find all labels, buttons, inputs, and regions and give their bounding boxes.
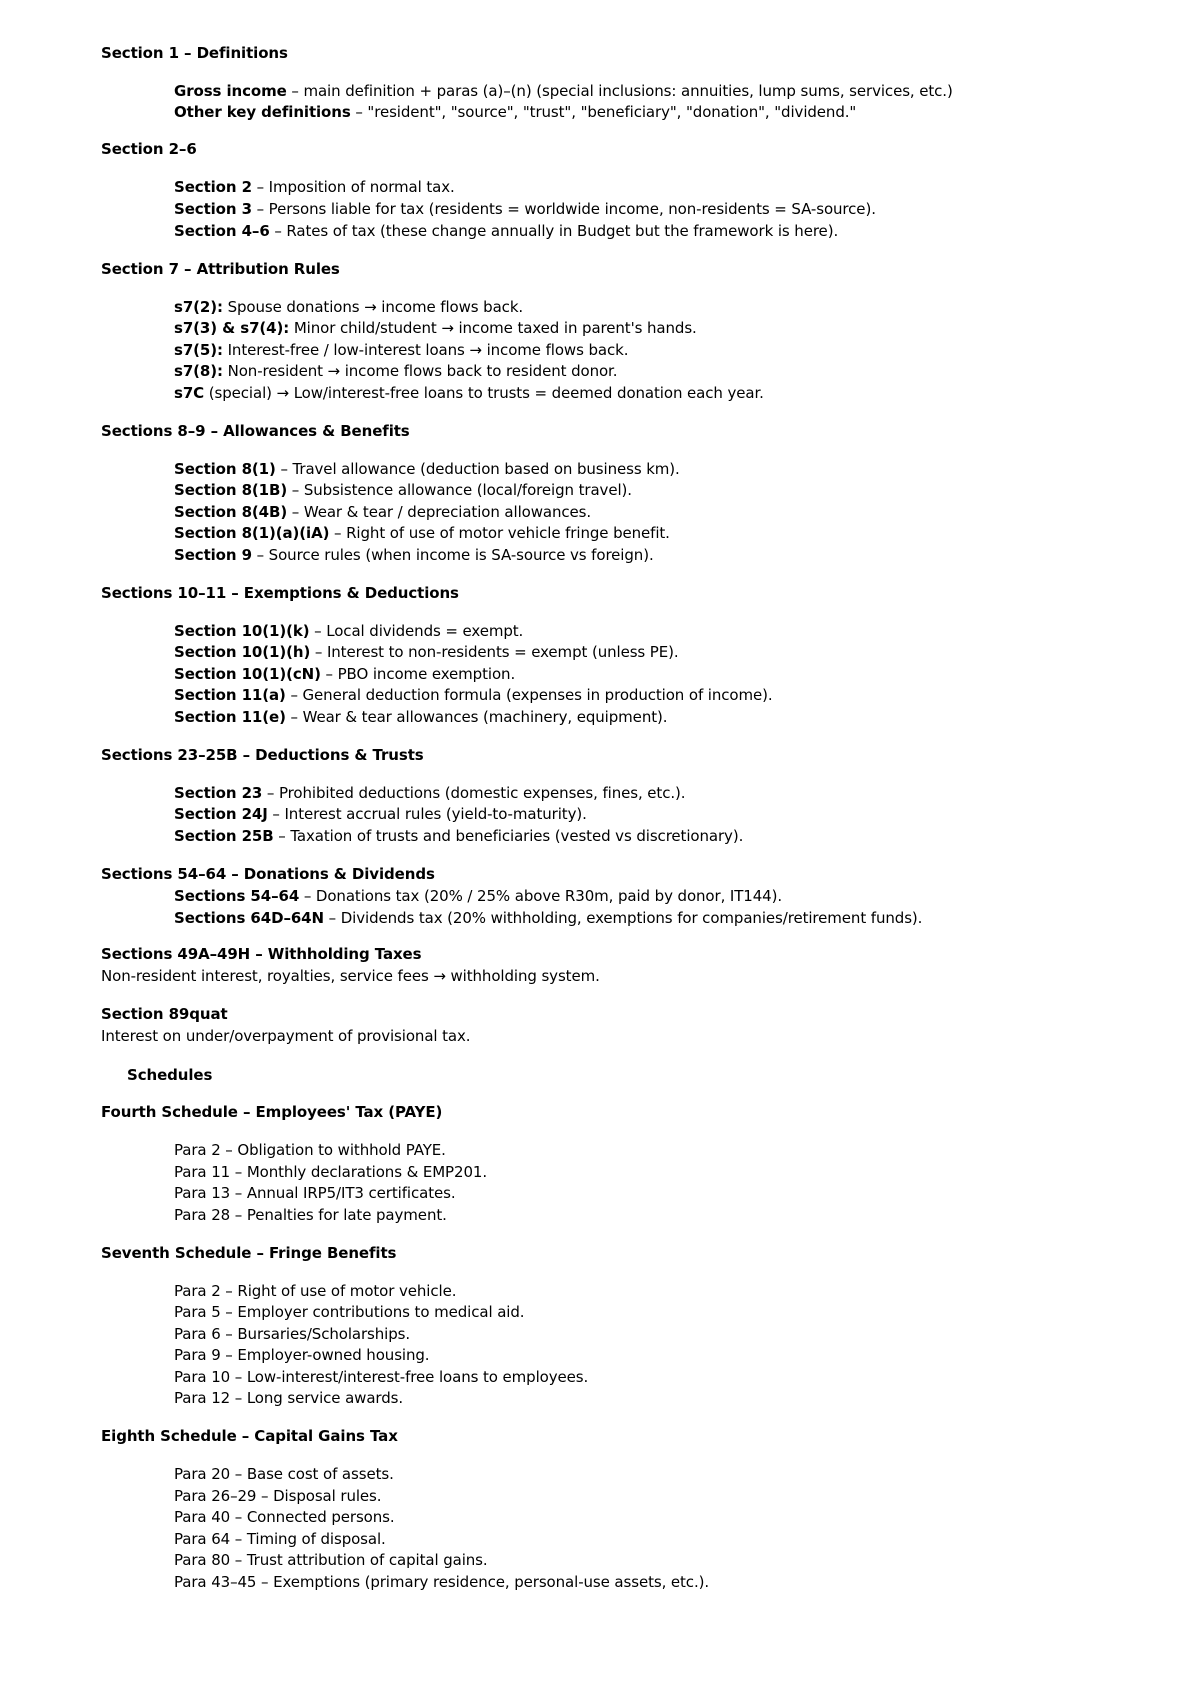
attribution-item: s7(5): Interest-free / low-interest loans → income flows back. [174, 341, 629, 359]
eighth-schedule-item: Para 80 – Trust attribution of capital gains. [174, 1551, 488, 1569]
eighth-schedule-heading: Eighth Schedule – Capital Gains Tax [101, 1427, 398, 1445]
section-item: Section 3 – Persons liable for tax (residents = worldwide income, non-residents = SA-source). [174, 200, 876, 218]
sections-8-9-heading: Sections 8–9 – Allowances & Benefits [101, 422, 410, 440]
section-item: Section 4–6 – Rates of tax (these change annually in Budget but the framework is here). [174, 222, 839, 240]
seventh-schedule-item: Para 9 – Employer-owned housing. [174, 1346, 430, 1364]
fourth-schedule-item: Para 28 – Penalties for late payment. [174, 1206, 447, 1224]
eighth-schedule-item: Para 26–29 – Disposal rules. [174, 1487, 382, 1505]
eighth-schedule-item: Para 64 – Timing of disposal. [174, 1530, 386, 1548]
seventh-schedule-item: Para 2 – Right of use of motor vehicle. [174, 1282, 457, 1300]
sections-49a-49h-heading: Sections 49A–49H – Withholding Taxes [101, 945, 422, 963]
fourth-schedule-item: Para 11 – Monthly declarations & EMP201. [174, 1163, 487, 1181]
section-89quat-heading: Section 89quat [101, 1005, 228, 1023]
allowance-item: Section 8(1B) – Subsistence allowance (local/foreign travel). [174, 481, 632, 499]
donations-item: Sections 54–64 – Donations tax (20% / 25% above R30m, paid by donor, IT144). [174, 887, 783, 905]
sections-54-64-heading: Sections 54–64 – Donations & Dividends [101, 865, 435, 883]
exemption-item: Section 10(1)(cN) – PBO income exemption. [174, 665, 516, 683]
section-1-heading: Section 1 – Definitions [101, 44, 288, 62]
attribution-item: s7(8): Non-resident → income flows back to resident donor. [174, 362, 618, 380]
seventh-schedule-item: Para 10 – Low-interest/interest-free loans to employees. [174, 1368, 589, 1386]
exemption-item: Section 11(e) – Wear & tear allowances (machinery, equipment). [174, 708, 668, 726]
exemption-item: Section 10(1)(h) – Interest to non-residents = exempt (unless PE). [174, 643, 679, 661]
allowance-item: Section 9 – Source rules (when income is SA-source vs foreign). [174, 546, 654, 564]
definition-item: Other key definitions – "resident", "source", "trust", "beneficiary", "donation", "dividend." [174, 103, 857, 121]
section-item: Section 2 – Imposition of normal tax. [174, 178, 455, 196]
section-2-6-heading: Section 2–6 [101, 140, 197, 158]
allowance-item: Section 8(4B) – Wear & tear / depreciation allowances. [174, 503, 592, 521]
eighth-schedule-item: Para 40 – Connected persons. [174, 1508, 395, 1526]
provisional-tax-text: Interest on under/overpayment of provisional tax. [101, 1027, 471, 1045]
exemption-item: Section 11(a) – General deduction formula (expenses in production of income). [174, 686, 773, 704]
fourth-schedule-heading: Fourth Schedule – Employees' Tax (PAYE) [101, 1103, 443, 1121]
eighth-schedule-item: Para 43–45 – Exemptions (primary residence, personal-use assets, etc.). [174, 1573, 710, 1591]
seventh-schedule-item: Para 12 – Long service awards. [174, 1389, 404, 1407]
fourth-schedule-item: Para 2 – Obligation to withhold PAYE. [174, 1141, 446, 1159]
seventh-schedule-item: Para 6 – Bursaries/Scholarships. [174, 1325, 411, 1343]
attribution-item: s7C (special) → Low/interest-free loans to trusts = deemed donation each year. [174, 384, 764, 402]
sections-23-25b-heading: Sections 23–25B – Deductions & Trusts [101, 746, 424, 764]
eighth-schedule-item: Para 20 – Base cost of assets. [174, 1465, 394, 1483]
attribution-item: s7(3) & s7(4): Minor child/student → income taxed in parent's hands. [174, 319, 697, 337]
section-7-heading: Section 7 – Attribution Rules [101, 260, 340, 278]
deduction-item: Section 24J – Interest accrual rules (yield-to-maturity). [174, 805, 587, 823]
allowance-item: Section 8(1) – Travel allowance (deduction based on business km). [174, 460, 680, 478]
exemption-item: Section 10(1)(k) – Local dividends = exempt. [174, 622, 524, 640]
deduction-item: Section 25B – Taxation of trusts and beneficiaries (vested vs discretionary). [174, 827, 744, 845]
seventh-schedule-heading: Seventh Schedule – Fringe Benefits [101, 1244, 397, 1262]
seventh-schedule-item: Para 5 – Employer contributions to medical aid. [174, 1303, 525, 1321]
deduction-item: Section 23 – Prohibited deductions (domestic expenses, fines, etc.). [174, 784, 686, 802]
fourth-schedule-item: Para 13 – Annual IRP5/IT3 certificates. [174, 1184, 456, 1202]
attribution-item: s7(2): Spouse donations → income flows back. [174, 298, 524, 316]
withholding-text: Non-resident interest, royalties, service fees → withholding system. [101, 967, 600, 985]
donations-item: Sections 64D–64N – Dividends tax (20% withholding, exemptions for companies/retirement funds). [174, 909, 923, 927]
definition-item: Gross income – main definition + paras (a)–(n) (special inclusions: annuities, lump sums, services, etc.) [174, 82, 953, 100]
allowance-item: Section 8(1)(a)(iA) – Right of use of motor vehicle fringe benefit. [174, 524, 670, 542]
schedules-title: Schedules [127, 1066, 213, 1084]
sections-10-11-heading: Sections 10–11 – Exemptions & Deductions [101, 584, 459, 602]
